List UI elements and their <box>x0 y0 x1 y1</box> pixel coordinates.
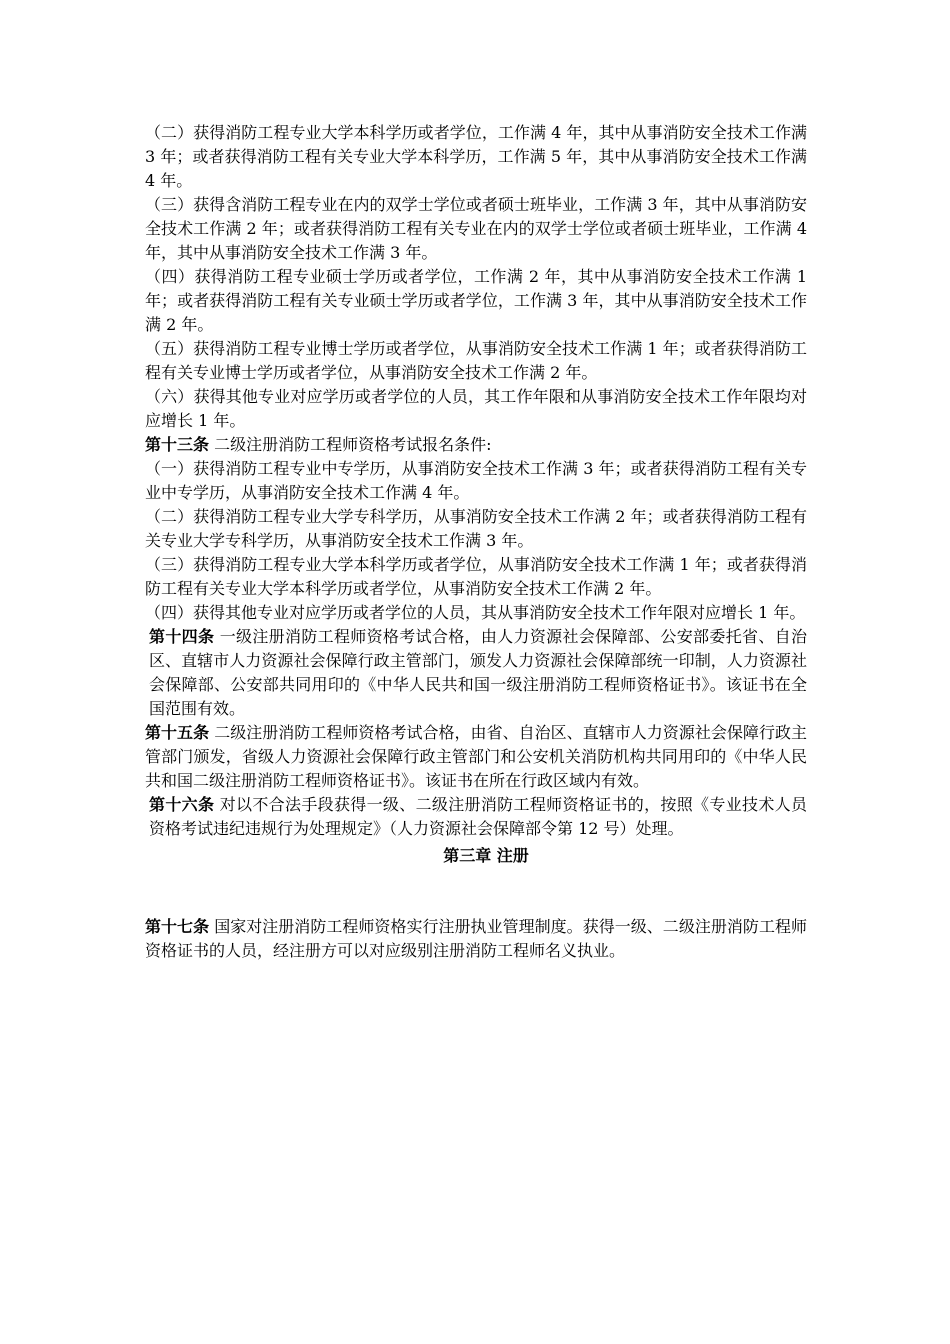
article-15 <box>145 721 807 793</box>
a13-clause-2: （二）获得消防工程专业大学专科学历，从事消防安全技术工作满 2 年；或者获得消防工程有关专业大学专科学历，从事消防安全技术工作满 3 年。 <box>145 507 807 550</box>
article-15-text: 二级注册消防工程师资格考试合格，由省、自治区、直辖市人力资源社会保障行政主管部门颁发，省级人力资源社会保障行政主管部门和公安机关消防机构共同用印的《中华人民共和国二级注册消防工程师资格证书》。该证书在所在行政区域内有效。 <box>145 723 807 790</box>
spacer <box>145 871 807 915</box>
article-13-text: 二级注册消防工程师资格考试报名条件: <box>209 435 492 454</box>
clause-2: （二）获得消防工程专业大学本科学历或者学位，工作满 4 年，其中从事消防安全技术工作满 3 年；或者获得消防工程有关专业大学本科学历，工作满 5 年，其中从事消防安全技术工作满 4 年。 <box>145 123 807 190</box>
article-13-title: 第十三条 <box>145 435 210 454</box>
article-17 <box>145 915 807 963</box>
clause-4: （四）获得消防工程专业硕士学历或者学位，工作满 2 年，其中从事消防安全技术工作满 1 年；或者获得消防工程有关专业硕士学历或者学位，工作满 3 年，其中从事消防安全技术工作满 2 年。 <box>145 267 807 334</box>
article-17-text: 国家对注册消防工程师资格实行注册执业管理制度。获得一级、二级注册消防工程师资格证书的人员，经注册方可以对应级别注册消防工程师名义执业。 <box>145 917 807 960</box>
article-16-text: 对以不合法手段获得一级、二级注册消防工程师资格证书的，按照《专业技术人员资格考试违纪违规行为处理规定》（人力资源社会保障部令第 12 号）处理。 <box>149 795 807 838</box>
chapter-heading: 第三章 注册 <box>443 846 529 865</box>
clause-5: （五）获得消防工程专业博士学历或者学位，从事消防安全技术工作满 1 年；或者获得消防工程有关专业博士学历或者学位，从事消防安全技术工作满 2 年。 <box>145 339 807 382</box>
a13-clause-1: （一）获得消防工程专业中专学历，从事消防安全技术工作满 3 年；或者获得消防工程有关专业中专学历，从事消防安全技术工作满 4 年。 <box>145 459 807 502</box>
a13-clause-3: （三）获得消防工程专业大学本科学历或者学位，从事消防安全技术工作满 1 年；或者获得消防工程有关专业大学本科学历或者学位，从事消防安全技术工作满 2 年。 <box>145 555 807 598</box>
clause-6: （六）获得其他专业对应学历或者学位的人员，其工作年限和从事消防安全技术工作年限均对应增长 1 年。 <box>145 387 807 430</box>
a13-clause-4: （四）获得其他专业对应学历或者学位的人员，其从事消防安全技术工作年限对应增长 1 年。 <box>145 603 806 622</box>
article-14-title: 第十四条 <box>149 627 215 646</box>
clause-3: （三）获得含消防工程专业在内的双学士学位或者硕士班毕业，工作满 3 年，其中从事消防安全技术工作满 2 年；或者获得消防工程有关专业在内的双学士学位或者硕士班毕业，工作满 4 年，其中从事消防安全技术工作满 3 年。 <box>145 195 807 262</box>
article-14 <box>145 625 807 721</box>
article-16 <box>145 793 807 841</box>
article-14-text: 一级注册消防工程师资格考试合格，由人力资源社会保障部、公安部委托省、自治区、直辖市人力资源社会保障行政主管部门，颁发人力资源社会保障部统一印制，人力资源社会保障部、公安部共同用印的《中华人民共和国一级注册消防工程师资格证书》。该证书在全国范围有效。 <box>149 627 807 718</box>
document-body <box>145 121 807 963</box>
article-16-title: 第十六条 <box>149 795 215 814</box>
article-13 <box>145 433 807 457</box>
article-17-title: 第十七条 <box>145 917 210 936</box>
article-15-title: 第十五条 <box>145 723 210 742</box>
